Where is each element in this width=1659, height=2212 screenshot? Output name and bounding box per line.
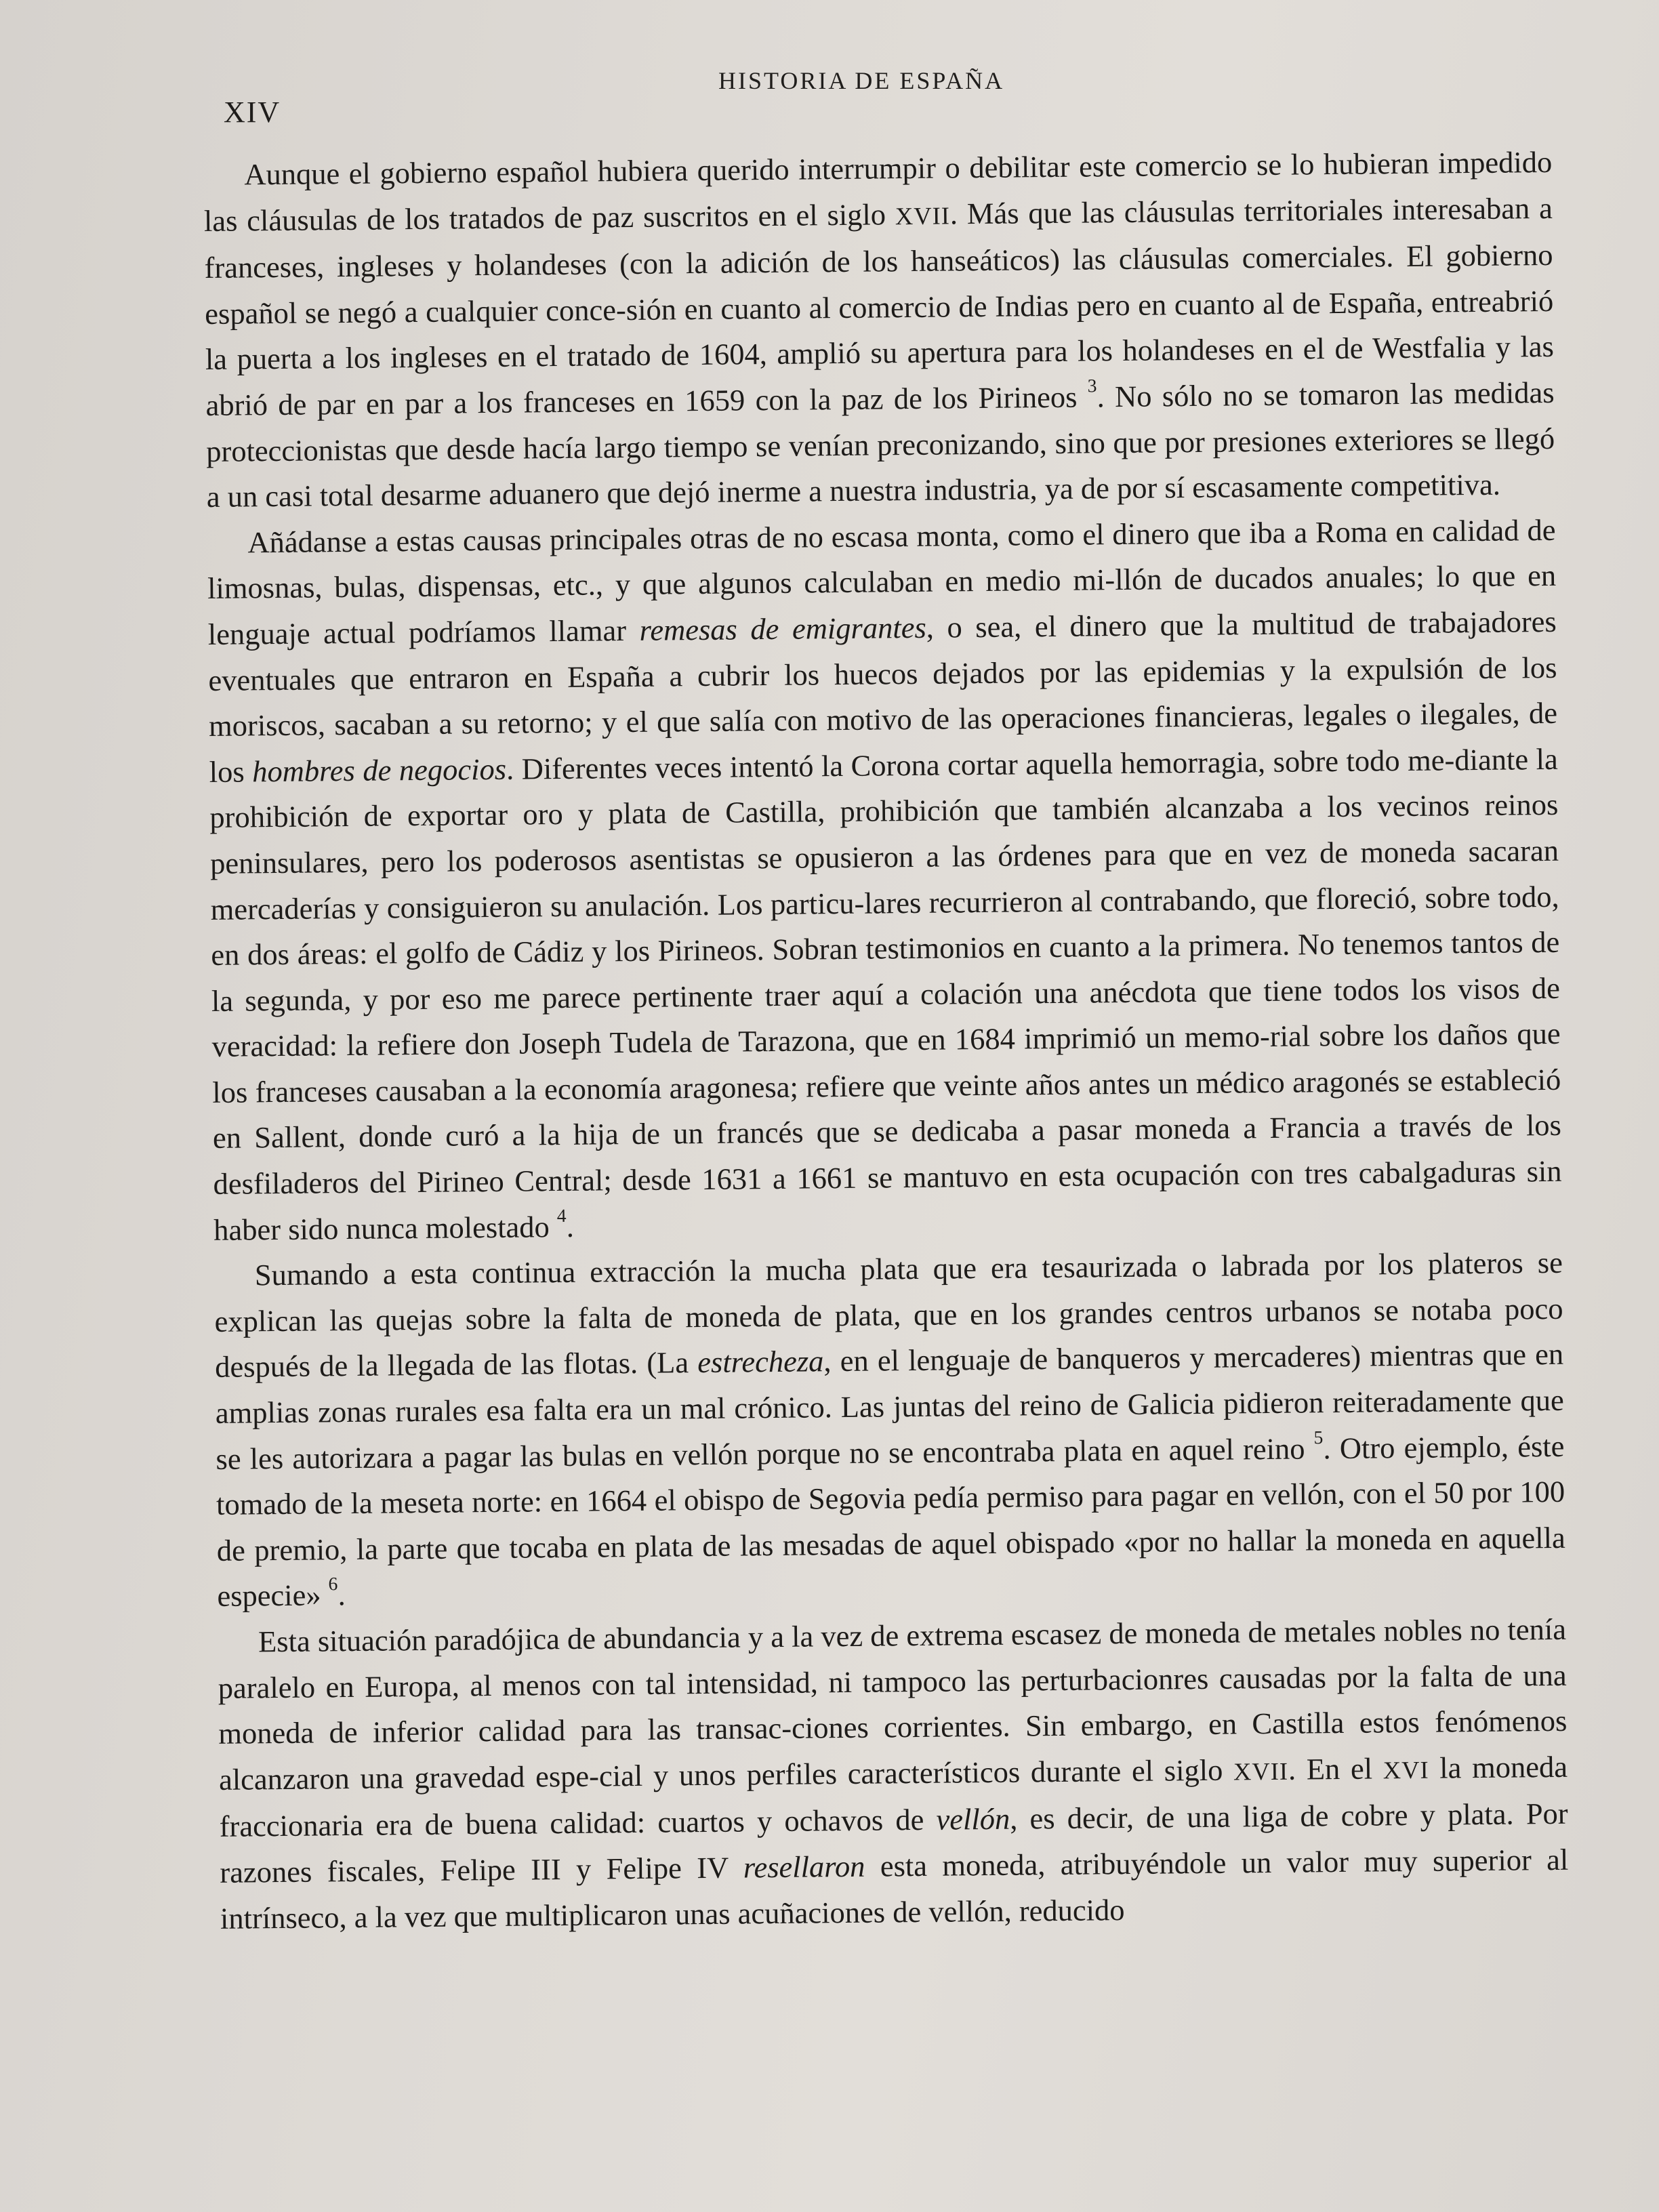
text-run: , o sea, el dinero que la multitud de trabajadores eventuales que entraron en España a cubrir los huecos dejados por las epidemias y la expulsión de los moriscos, sacaban a su retorno; y el que salía con motivo de las operaciones financieras, legales o ilegales, de los: [208, 604, 1558, 789]
italic-term: vellón: [936, 1802, 1010, 1837]
text-run: . En el: [1288, 1751, 1383, 1786]
text-run: . Otro ejemplo, éste tomado de la meseta norte: en 1664 el obispo de Segovia pedía permiso para pagar en vellón, con el 50 por 100 de premio, la parte que tocaba en plata de las mesadas de aquel obispado «por no hallar la moneda en aquella especie»: [216, 1429, 1565, 1614]
footnote-marker: 3: [1087, 375, 1097, 396]
running-head: [0, 60, 1659, 129]
text-run: Esta situación paradójica de abundancia y a la vez de extrema escasez de moneda de metales nobles no tenía paralelo en Europa, al menos con tal intensidad, ni tampoco las perturbacionres causadas por la falta de una moneda de inferior calidad para las transac-ciones corrientes. Sin embargo, en Castilla estos fenómenos alcanzaron una gravedad espe-cial y unos perfiles característicos durante el siglo: [218, 1612, 1568, 1797]
italic-term: resellaron: [743, 1849, 865, 1885]
text-run: , es decir, de una liga de cobre y plata. Por razones fiscales, Felipe III y Felipe IV: [220, 1797, 1568, 1889]
paragraph-2: [207, 508, 1562, 1254]
century-numeral: XVI: [1382, 1755, 1429, 1784]
text-run: . No sólo no se tomaron las medidas proteccionistas que desde hacía largo tiempo se venían preconizando, sino que por presiones exteriores se llegó a un casi total desarme aduanero que dejó inerme a nuestra industria, ya de por sí escasamente competitiva.: [205, 375, 1555, 514]
text-run: . Más que las cláusulas territoriales interesaban a franceses, ingleses y holandeses (con la adición de los hanseáticos) las cláusulas comerciales. El gobierno español se negó a cualquier conce-sión en cuanto al comercio de Indias pero en cuanto al de España, entreabrió la puerta a los ingleses en el tratado de 1604, amplió su apertura para los holandeses en el de Westfalia y las abrió de par en par a los franceses en 1659 con la paz de los Pirineos: [204, 190, 1555, 422]
italic-term: remesas de emigrantes: [639, 610, 926, 647]
text-run: , en el lenguaje de banqueros y mercaderes) mientras que en amplias zonas rurales esa falta era un mal crónico. Las juntas del reino de Galicia pidieron reiteradamente que se les autorizara a pagar las bulas en vellón porque no se encontraba plata en aquel reino: [215, 1337, 1565, 1476]
text-run: Sumando a esta continua extracción la mucha plata que era tesaurizada o labrada por los plateros se explican las quejas sobre la falta de moneda de plata, que en los grandes centros urbanos se notaba poco después de la llegada de las flotas. (La: [214, 1246, 1563, 1385]
footnote-marker: 5: [1313, 1426, 1324, 1448]
italic-term: estrecheza: [697, 1344, 824, 1380]
page-number: XIV: [224, 96, 281, 129]
text-run: la moneda fraccionaria era de buena calidad: cuartos y ochavos de: [219, 1749, 1568, 1844]
text-run: .: [566, 1209, 575, 1244]
text-run: . Diferentes veces intentó la Corona cortar aquella hemorragia, sobre todo me-diante la prohibición de exportar oro y plata de Castilla, prohibición que también alcanzaba a los vecinos reinos peninsulares, pero los poderosos asentistas se opusieron a las órdenes para que en vez de moneda sacaran mercaderías y consiguieron su anulación. Los particu-lares recurrieron al contrabando, que floreció, sobre todo, en dos áreas: el golfo de Cádiz y los Pirineos. Sobran testimonios en cuanto a la primera. No tenemos tantos de la segunda, y por eso me parece pertinente traer aquí a colación una anécdota que tiene todos los visos de veracidad: la refiere don Joseph Tudela de Tarazona, que en 1684 imprimió un memo-rial sobre los daños que los franceses causaban a la economía aragonesa; refiere que veinte años antes un médico aragonés se estableció en Sallent, donde curó a la hija de un francés que se dedicaba a pasar moneda a Francia a través de los desfiladeros del Pirineo Central; desde 1631 a 1661 se mantuvo en esta ocupación con tres cabalgaduras sin haber sido nunca molestado: [209, 741, 1562, 1247]
century-numeral: XVII: [1233, 1757, 1289, 1786]
body-text: [203, 140, 1572, 2179]
paragraph-3: [214, 1240, 1566, 1620]
text-run: Aunque el gobierno español hubiera querido interrumpir o debilitar este comercio se lo hubieran impedido las cláusulas de los tratados de paz suscritos en el siglo: [203, 144, 1553, 238]
footnote-marker: 6: [328, 1573, 338, 1595]
text-run: Añádanse a estas causas principales otras de no escasa monta, como el dinero que iba a Roma en calidad de limosnas, bulas, dispensas, etc., y que algunos calculaban en medio mi-llón de ducados anuales; lo que en lenguaje actual podríamos llamar: [207, 512, 1557, 651]
text-run: esta moneda, atribuyéndole un valor muy superior al intrínseco, a la vez que multiplicaron unas acuñaciones de vellón, reducido: [220, 1842, 1569, 1936]
century-numeral: XVII: [895, 201, 951, 230]
italic-term: hombres de negocios: [251, 752, 507, 789]
footnote-marker: 4: [556, 1204, 567, 1226]
text-run: .: [337, 1578, 346, 1612]
paragraph-4: [218, 1607, 1569, 1942]
paragraph-1: [203, 140, 1555, 520]
running-title: HISTORIA DE ESPAÑA: [718, 67, 1005, 94]
